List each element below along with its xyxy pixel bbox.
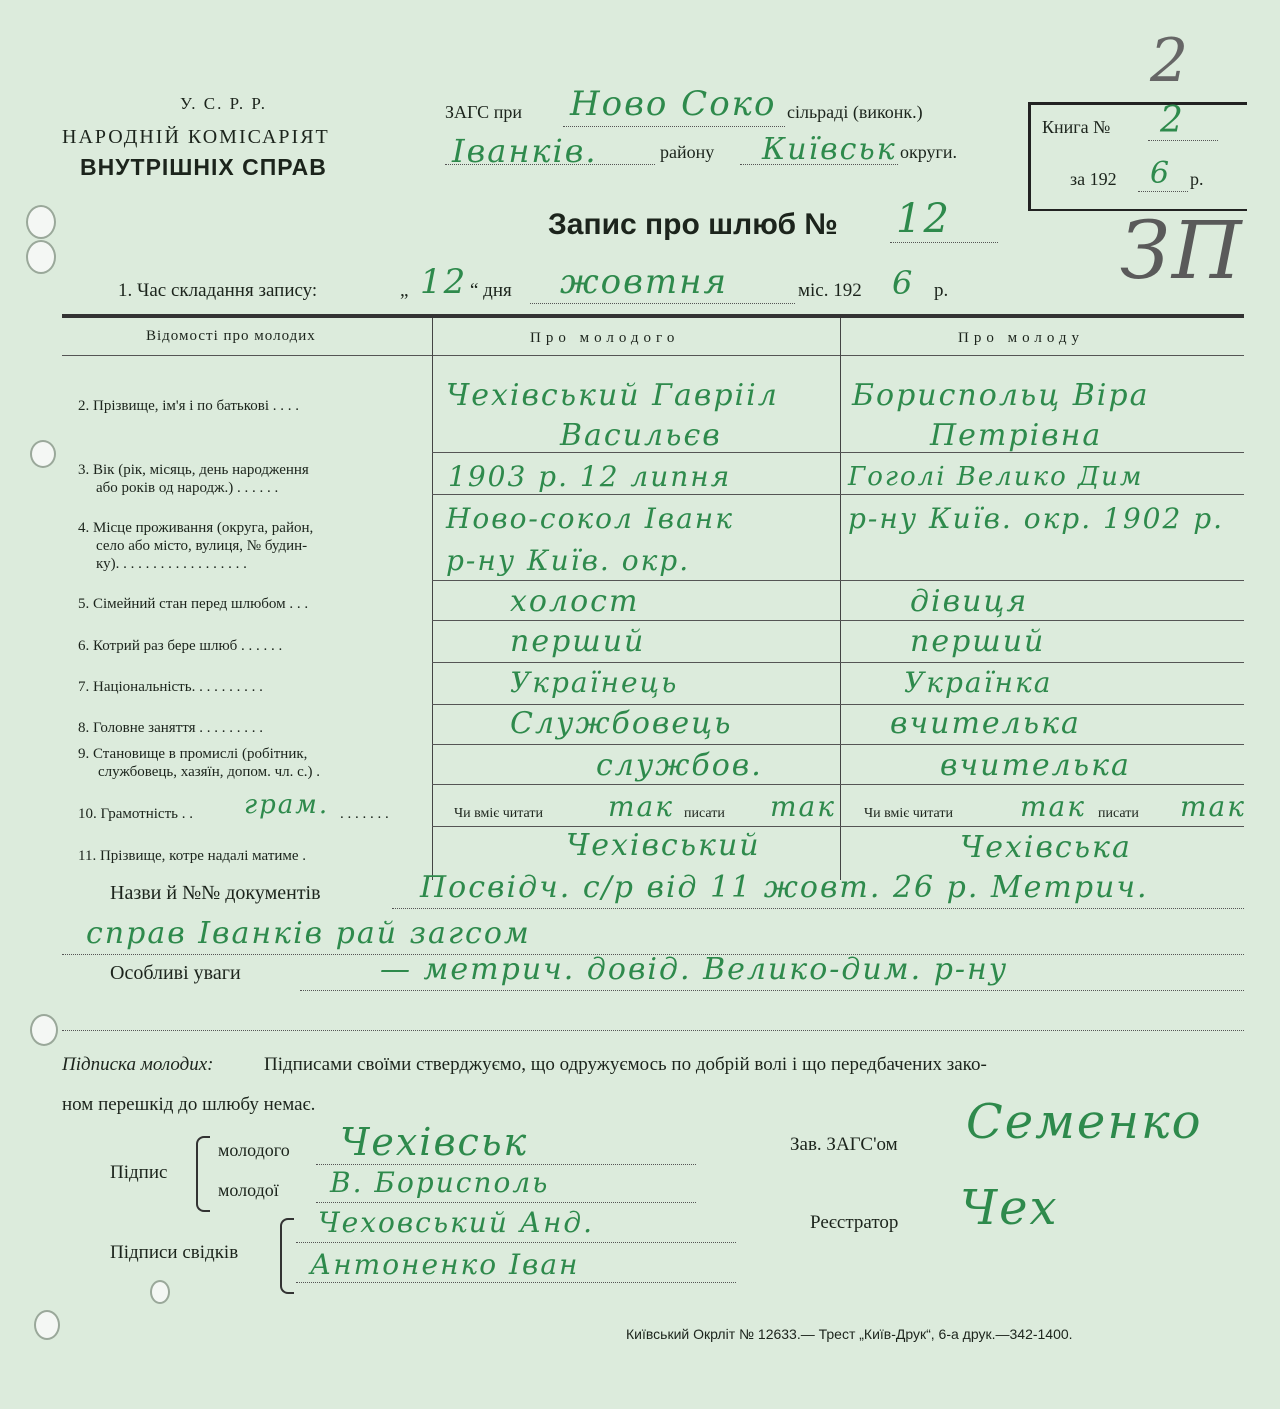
row-separator: [432, 662, 1244, 663]
row-label-residence-3: ку). . . . . . . . . . . . . . . . . .: [96, 556, 247, 572]
district-label: району: [660, 142, 715, 162]
commissariat-heading: НАРОДНІЙ КОМІСАРІЯТ: [62, 126, 330, 148]
declaration-prefix: Підписка молодих:: [62, 1054, 214, 1075]
registrar-label: Реєстратор: [810, 1212, 899, 1233]
groom-surname-handwritten: Чехівський: [566, 828, 761, 863]
column-divider-2: [840, 318, 841, 880]
row-label-marital: 5. Сімейний стан перед шлюбом . . .: [78, 596, 309, 612]
book-year-handwritten: 6: [1150, 156, 1172, 191]
groom-signature-underline: [316, 1164, 696, 1165]
village-handwritten: Ново Соко: [570, 84, 777, 124]
row-label-residence-2: село або місто, вулиця, № будин-: [96, 538, 308, 554]
row-label-surname: 11. Прізвище, котре надалі матиме .: [78, 848, 307, 864]
bride-surname-handwritten: Чехівська: [960, 830, 1132, 865]
book-year-underline: [1138, 191, 1188, 192]
bride-signature-label: молодої: [218, 1180, 279, 1200]
row-label-literacy: 10. Грамотність . .: [78, 806, 193, 822]
row-separator: [432, 494, 1244, 495]
remarks-underline-2: [62, 1030, 1244, 1031]
groom-signature-label: молодого: [218, 1140, 290, 1160]
date-month-handwritten: жовтня: [560, 262, 729, 302]
record-number-underline: [890, 242, 998, 243]
groom-marital-handwritten: холост: [510, 584, 640, 619]
remarks-underline-1: [300, 990, 1244, 991]
row-separator: [432, 452, 1244, 453]
row-label-age-2: або років од народж.) . . . . . .: [96, 480, 279, 496]
bride-times-handwritten: перший: [910, 624, 1046, 659]
bride-signature-underline: [316, 1202, 696, 1203]
bride-position-handwritten: вчителька: [940, 748, 1131, 783]
groom-write-label: писати: [684, 806, 725, 821]
date-day-handwritten: 12: [420, 262, 468, 302]
row-separator: [432, 744, 1244, 745]
head-label: Зав. ЗАГС'ом: [790, 1134, 898, 1155]
documents-line2-handwritten: справ Іванків рай загсом: [86, 916, 531, 951]
witness1-underline: [296, 1242, 736, 1243]
district-handwritten: Іванків.: [452, 132, 598, 170]
groom-residence-handwritten: Ново-сокол Іванк: [446, 502, 734, 535]
column-header-bride: Про молоду: [958, 330, 1085, 346]
column-divider-1: [432, 318, 433, 880]
bride-signature-handwritten: В. Борисполь: [330, 1166, 550, 1199]
groom-read-handwritten: так: [608, 790, 674, 823]
witnesses-brace: [280, 1218, 294, 1294]
binder-hole: [26, 240, 56, 274]
book-number-handwritten: 2: [1160, 100, 1185, 141]
bride-write-handwritten: так: [1180, 790, 1246, 823]
row-separator: [432, 704, 1244, 705]
bride-nationality-handwritten: Українка: [904, 666, 1053, 699]
binder-hole: [30, 1014, 58, 1046]
groom-write-handwritten: так: [770, 790, 836, 823]
row-label-nationality: 7. Національність. . . . . . . . . .: [78, 679, 263, 695]
date-year-handwritten: 6: [892, 264, 915, 302]
groom-patronymic-handwritten: Васильєв: [560, 418, 722, 453]
corner-number-handwritten: 2: [1150, 26, 1191, 96]
date-month-underline: [530, 303, 795, 304]
registrar-signature-handwritten: Чех: [960, 1180, 1059, 1236]
record-number-handwritten: 12: [896, 196, 951, 242]
row-label-position: 9. Становище в промислі (робітник,: [78, 746, 308, 762]
bride-name-handwritten: Бориспольц Віра: [852, 378, 1150, 413]
okrug-handwritten: Київськ: [762, 132, 897, 167]
column-header-info: Відомості про молодих: [146, 328, 316, 344]
zags-at-label: ЗАГС при: [445, 102, 522, 122]
groom-residence-2-handwritten: р-ну Київ. окр.: [446, 544, 691, 577]
village-underline: [563, 126, 785, 127]
bride-write-label: писати: [1098, 806, 1139, 821]
remarks-label: Особливі уваги: [110, 962, 241, 984]
signature-brace: [196, 1136, 210, 1212]
date-r: р.: [934, 280, 949, 301]
row-separator: [432, 580, 1244, 581]
groom-times-handwritten: перший: [510, 624, 646, 659]
bride-marital-handwritten: дівиця: [910, 584, 1029, 619]
groom-signature-handwritten: Чехівськ: [340, 1120, 529, 1164]
column-header-groom: Про молодого: [530, 330, 680, 346]
bride-read-label: Чи вміє читати: [864, 806, 954, 821]
table-top-rule: [62, 314, 1244, 318]
row-label-residence: 4. Місце проживання (округа, район,: [78, 520, 314, 536]
book-year-prefix: за 192: [1070, 169, 1117, 189]
row-separator: [432, 826, 1244, 827]
literacy-handwritten: грам.: [244, 790, 330, 820]
row-label-times: 6. Котрий раз бере шлюб . . . . . .: [78, 638, 283, 654]
groom-name-handwritten: Чехівський Гаврііл: [446, 378, 779, 413]
documents-line1-handwritten: Посвідч. с/р від 11 жовт. 26 р. Метрич.: [420, 870, 1149, 905]
printer-footer: Київський Окрліт № 12633.— Трест „Київ-Друк“, 6-а друк.—342-1400.: [626, 1326, 1073, 1342]
date-quote-open: „: [400, 280, 409, 301]
district-underline: [445, 164, 655, 165]
pencil-stamp-handwritten: ЗП: [1120, 204, 1244, 297]
ussr-heading: У. С. Р. Р.: [180, 94, 268, 113]
record-title: Запис про шлюб №: [548, 208, 838, 241]
book-label: Книга №: [1042, 117, 1111, 137]
row-label-name: 2. Прізвище, ім'я і по батькові . . . .: [78, 398, 300, 414]
row-separator: [432, 784, 1244, 785]
groom-age-handwritten: 1903 р. 12 липня: [448, 460, 732, 493]
groom-position-handwritten: службов.: [596, 748, 763, 783]
row-label-position-2: службовець, хазяїн, допом. чл. с.) .: [98, 764, 321, 780]
bride-age-handwritten: Гоголі Велико Дим: [848, 462, 1144, 492]
declaration-line1: Підписами своїми стверджуємо, що одружуємось по добрій волі і що передбачених зако-: [264, 1054, 987, 1075]
groom-read-label: Чи вміє читати: [454, 806, 544, 821]
date-mis: міс. 192: [798, 280, 862, 301]
bride-residence-handwritten: р-ну Київ. окр. 1902 р.: [848, 502, 1225, 535]
date-label: 1. Час складання запису:: [118, 280, 318, 301]
remarks-handwritten: — метрич. довід. Велико-дим. р-ну: [380, 952, 1009, 987]
witness2-underline: [296, 1282, 736, 1283]
okrug-label: округи.: [900, 142, 958, 162]
signature-label: Підпис: [110, 1162, 168, 1183]
binder-hole: [30, 440, 56, 468]
witness2-handwritten: Антоненко Іван: [310, 1248, 580, 1281]
binder-hole: [34, 1310, 60, 1340]
book-year-suffix: р.: [1190, 169, 1204, 189]
declaration-line2: ном перешкід до шлюбу немає.: [62, 1094, 316, 1115]
witnesses-label: Підписи свідків: [110, 1242, 239, 1263]
binder-hole: [150, 1280, 170, 1304]
binder-hole: [26, 205, 56, 239]
documents-underline-1: [392, 908, 1244, 909]
row-label-occupation: 8. Головне заняття . . . . . . . . .: [78, 720, 263, 736]
groom-nationality-handwritten: Українець: [510, 666, 679, 699]
bride-occupation-handwritten: вчителька: [890, 706, 1081, 741]
row-separator: [432, 620, 1244, 621]
department-heading: ВНУТРІШНІХ СПРАВ: [80, 154, 327, 180]
witness1-handwritten: Чеховський Анд.: [318, 1206, 595, 1239]
council-label: сільраді (виконк.): [787, 102, 923, 122]
row-label-literacy-tail: . . . . . . .: [340, 806, 389, 822]
okrug-underline: [740, 164, 898, 165]
head-signature-handwritten: Семенко: [966, 1094, 1203, 1150]
bride-patronymic-handwritten: Петрівна: [930, 418, 1103, 453]
book-number-underline: [1148, 140, 1218, 141]
row-label-age: 3. Вік (рік, місяць, день народження: [78, 462, 309, 478]
groom-occupation-handwritten: Службовець: [510, 706, 733, 741]
bride-read-handwritten: так: [1020, 790, 1086, 823]
date-quote-close: “ дня: [470, 280, 512, 301]
table-header-rule: [62, 355, 1244, 356]
documents-label: Назви й №№ документів: [110, 882, 321, 904]
